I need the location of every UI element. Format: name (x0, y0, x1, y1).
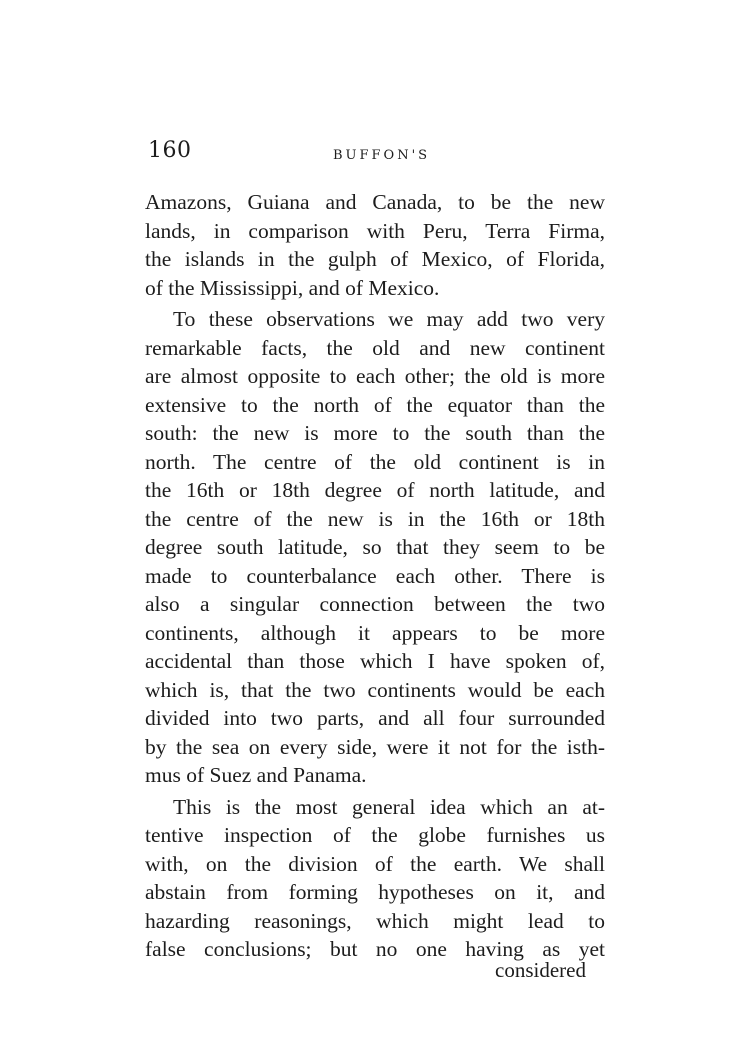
text-line: false conclusions; but no one having as yet (145, 937, 605, 961)
text-line: continents, although it appears to be more (145, 620, 605, 645)
text-line: with, on the division of the earth. We shall (145, 851, 605, 876)
text-line: north. The centre of the old continent is in (145, 449, 605, 474)
text-line: of the Mississippi, and of Mexico. (145, 275, 440, 300)
text-line: hazarding reasonings, which might lead to (145, 908, 605, 933)
text-line: the islands in the gulph of Mexico, of Florida, (145, 247, 605, 271)
paragraph (145, 188, 605, 302)
paragraph (145, 305, 605, 790)
text-line: divided into two parts, and all four surrounded (145, 706, 605, 730)
text-line: degree south latitude, so that they seem to be (145, 535, 605, 559)
text-line: the 16th or 18th degree of north latitude, and (145, 478, 605, 502)
text-line: lands, in comparison with Peru, Terra Firma, (145, 218, 605, 243)
text-line: the centre of the new is in the 16th or 18th (145, 506, 605, 531)
text-line: accidental than those which I have spoken of, (145, 649, 605, 673)
text-line: extensive to the north of the equator than the (145, 392, 605, 417)
text-line: This is the most general idea which an at- (173, 794, 605, 819)
text-line: tentive inspection of the globe furnishes us (145, 823, 605, 847)
page-number: 160 (148, 138, 192, 163)
paragraph (145, 793, 605, 964)
body-text (145, 188, 605, 964)
text-line: which is, that the two continents would be each (145, 677, 605, 702)
text-line: made to counterbalance each other. There is (145, 563, 605, 588)
text-line: south: the new is more to the south than the (145, 421, 605, 445)
running-head: BUFFON'S (333, 148, 431, 163)
text-line: To these observations we may add two very (173, 307, 605, 331)
text-line: mus of Suez and Panama. (145, 763, 367, 787)
text-line: are almost opposite to each other; the old is more (145, 364, 605, 388)
text-line: Amazons, Guiana and Canada, to be the new (145, 190, 605, 214)
page-header (148, 138, 606, 168)
catchword: considered (495, 958, 586, 982)
text-line: abstain from forming hypotheses on it, and (145, 880, 605, 904)
text-line: by the sea on every side, were it not for the isth- (145, 734, 605, 759)
text-line: also a singular connection between the two (145, 592, 605, 616)
text-line: remarkable facts, the old and new continent (145, 335, 605, 360)
